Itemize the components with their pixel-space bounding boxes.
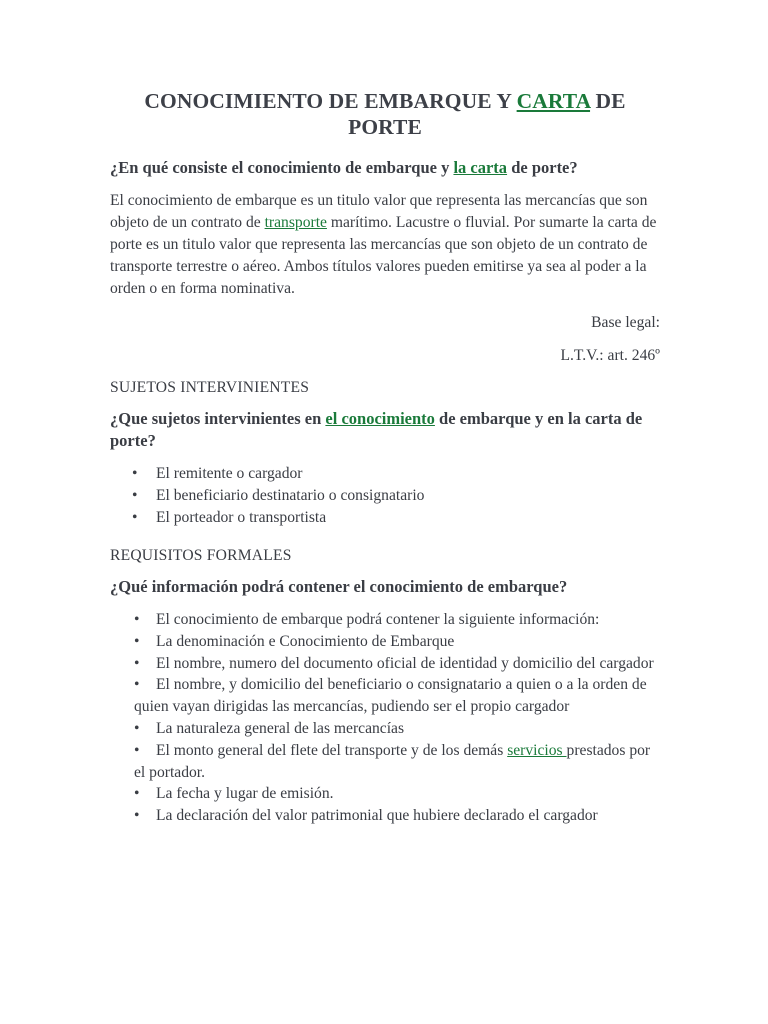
bullet-icon: • bbox=[134, 632, 140, 650]
list-item-text-after: prestados por el portador. bbox=[134, 741, 651, 781]
paragraph-text-before: El conocimiento de embarque es un titulo valor que representa las mercancías que son objeto de un contrato de bbox=[110, 192, 648, 231]
legal-basis-reference: L.T.V.: art. 246º bbox=[560, 347, 660, 364]
question-definition bbox=[110, 157, 660, 179]
list-item bbox=[134, 631, 660, 653]
question-text-after: de porte? bbox=[507, 158, 578, 177]
bullet-icon: • bbox=[132, 465, 138, 482]
list-item-text: La naturaleza general de las mercancías bbox=[156, 719, 405, 737]
title-text-before: CONOCIMIENTO DE EMBARQUE Y bbox=[144, 89, 517, 113]
bullet-icon: • bbox=[134, 676, 140, 694]
bullet-icon: • bbox=[134, 611, 140, 628]
bullet-icon: • bbox=[132, 509, 138, 526]
question-text-before: ¿En qué consiste el conocimiento de embarque y bbox=[110, 158, 454, 177]
list-item-text: La denominación e Conocimiento de Embarque bbox=[156, 632, 455, 650]
list-item-text: El nombre, y domicilio del beneficiario o consignatario a quien o a la orden de quien vayan dirigidas las mercancías, pudiendo ser el propio cargador bbox=[134, 676, 647, 716]
list-item bbox=[134, 718, 660, 740]
list-item bbox=[134, 674, 660, 718]
list-item-text-before: El monto general del flete del transporte y de los demás bbox=[156, 741, 508, 759]
list-item-text: El conocimiento de embarque podrá contener la siguiente información: bbox=[156, 611, 600, 628]
transporte-link[interactable]: transporte bbox=[264, 214, 327, 231]
list-item bbox=[110, 507, 660, 529]
title-text-after: DE PORTE bbox=[348, 89, 626, 139]
paragraph-text-after: marítimo. Lacustre o fluvial. Por sumarte la carta de porte es un titulo valor que representa las mercancías que son objeto de un contrato de transporte terrestre o aéreo. Ambos títulos valores pueden emitirse ya sea al poder a la orden o en forma nominativa. bbox=[110, 214, 657, 297]
list-item-text: La declaración del valor patrimonial que hubiere declarado el cargador bbox=[156, 807, 598, 825]
question-sujetos bbox=[110, 408, 660, 452]
question-requisitos: ¿Qué información podrá contener el conocimiento de embarque? bbox=[110, 577, 568, 596]
list-item bbox=[134, 783, 660, 805]
list-item bbox=[110, 485, 660, 507]
list-item-text: El porteador o transportista bbox=[156, 509, 327, 526]
el-conocimiento-link[interactable]: el conocimiento bbox=[325, 409, 435, 428]
section-heading-requisitos: REQUISITOS FORMALES bbox=[110, 547, 292, 564]
la-carta-link[interactable]: la carta bbox=[453, 158, 508, 177]
question-sujetos-after: de embarque y en la carta de porte? bbox=[110, 409, 643, 450]
definition-paragraph bbox=[110, 190, 660, 300]
bullet-icon: • bbox=[134, 807, 140, 825]
list-item-text: El beneficiario destinatario o consignatario bbox=[156, 487, 425, 504]
list-item-text: El remitente o cargador bbox=[156, 465, 303, 482]
servicios-link[interactable]: servicios bbox=[507, 741, 567, 759]
list-item bbox=[110, 463, 660, 485]
sujetos-list bbox=[110, 463, 660, 529]
question-sujetos-before: ¿Que sujetos intervinientes en bbox=[110, 409, 326, 428]
bullet-icon: • bbox=[134, 654, 140, 672]
list-item bbox=[134, 740, 660, 784]
bullet-icon: • bbox=[134, 741, 140, 759]
list-item bbox=[134, 653, 660, 675]
requisitos-list bbox=[110, 609, 660, 827]
section-heading-sujetos: SUJETOS INTERVINIENTES bbox=[110, 379, 310, 396]
list-item-text: La fecha y lugar de emisión. bbox=[156, 785, 334, 803]
carta-link[interactable]: CARTA bbox=[516, 89, 591, 113]
document-page bbox=[110, 88, 660, 827]
bullet-icon: • bbox=[132, 487, 138, 504]
list-item bbox=[134, 609, 660, 631]
list-item-text: El nombre, numero del documento oficial de identidad y domicilio del cargador bbox=[156, 654, 654, 672]
bullet-icon: • bbox=[134, 785, 140, 803]
bullet-icon: • bbox=[134, 719, 140, 737]
legal-basis-label: Base legal: bbox=[591, 314, 660, 331]
page-title bbox=[110, 88, 660, 140]
list-item bbox=[134, 805, 660, 827]
